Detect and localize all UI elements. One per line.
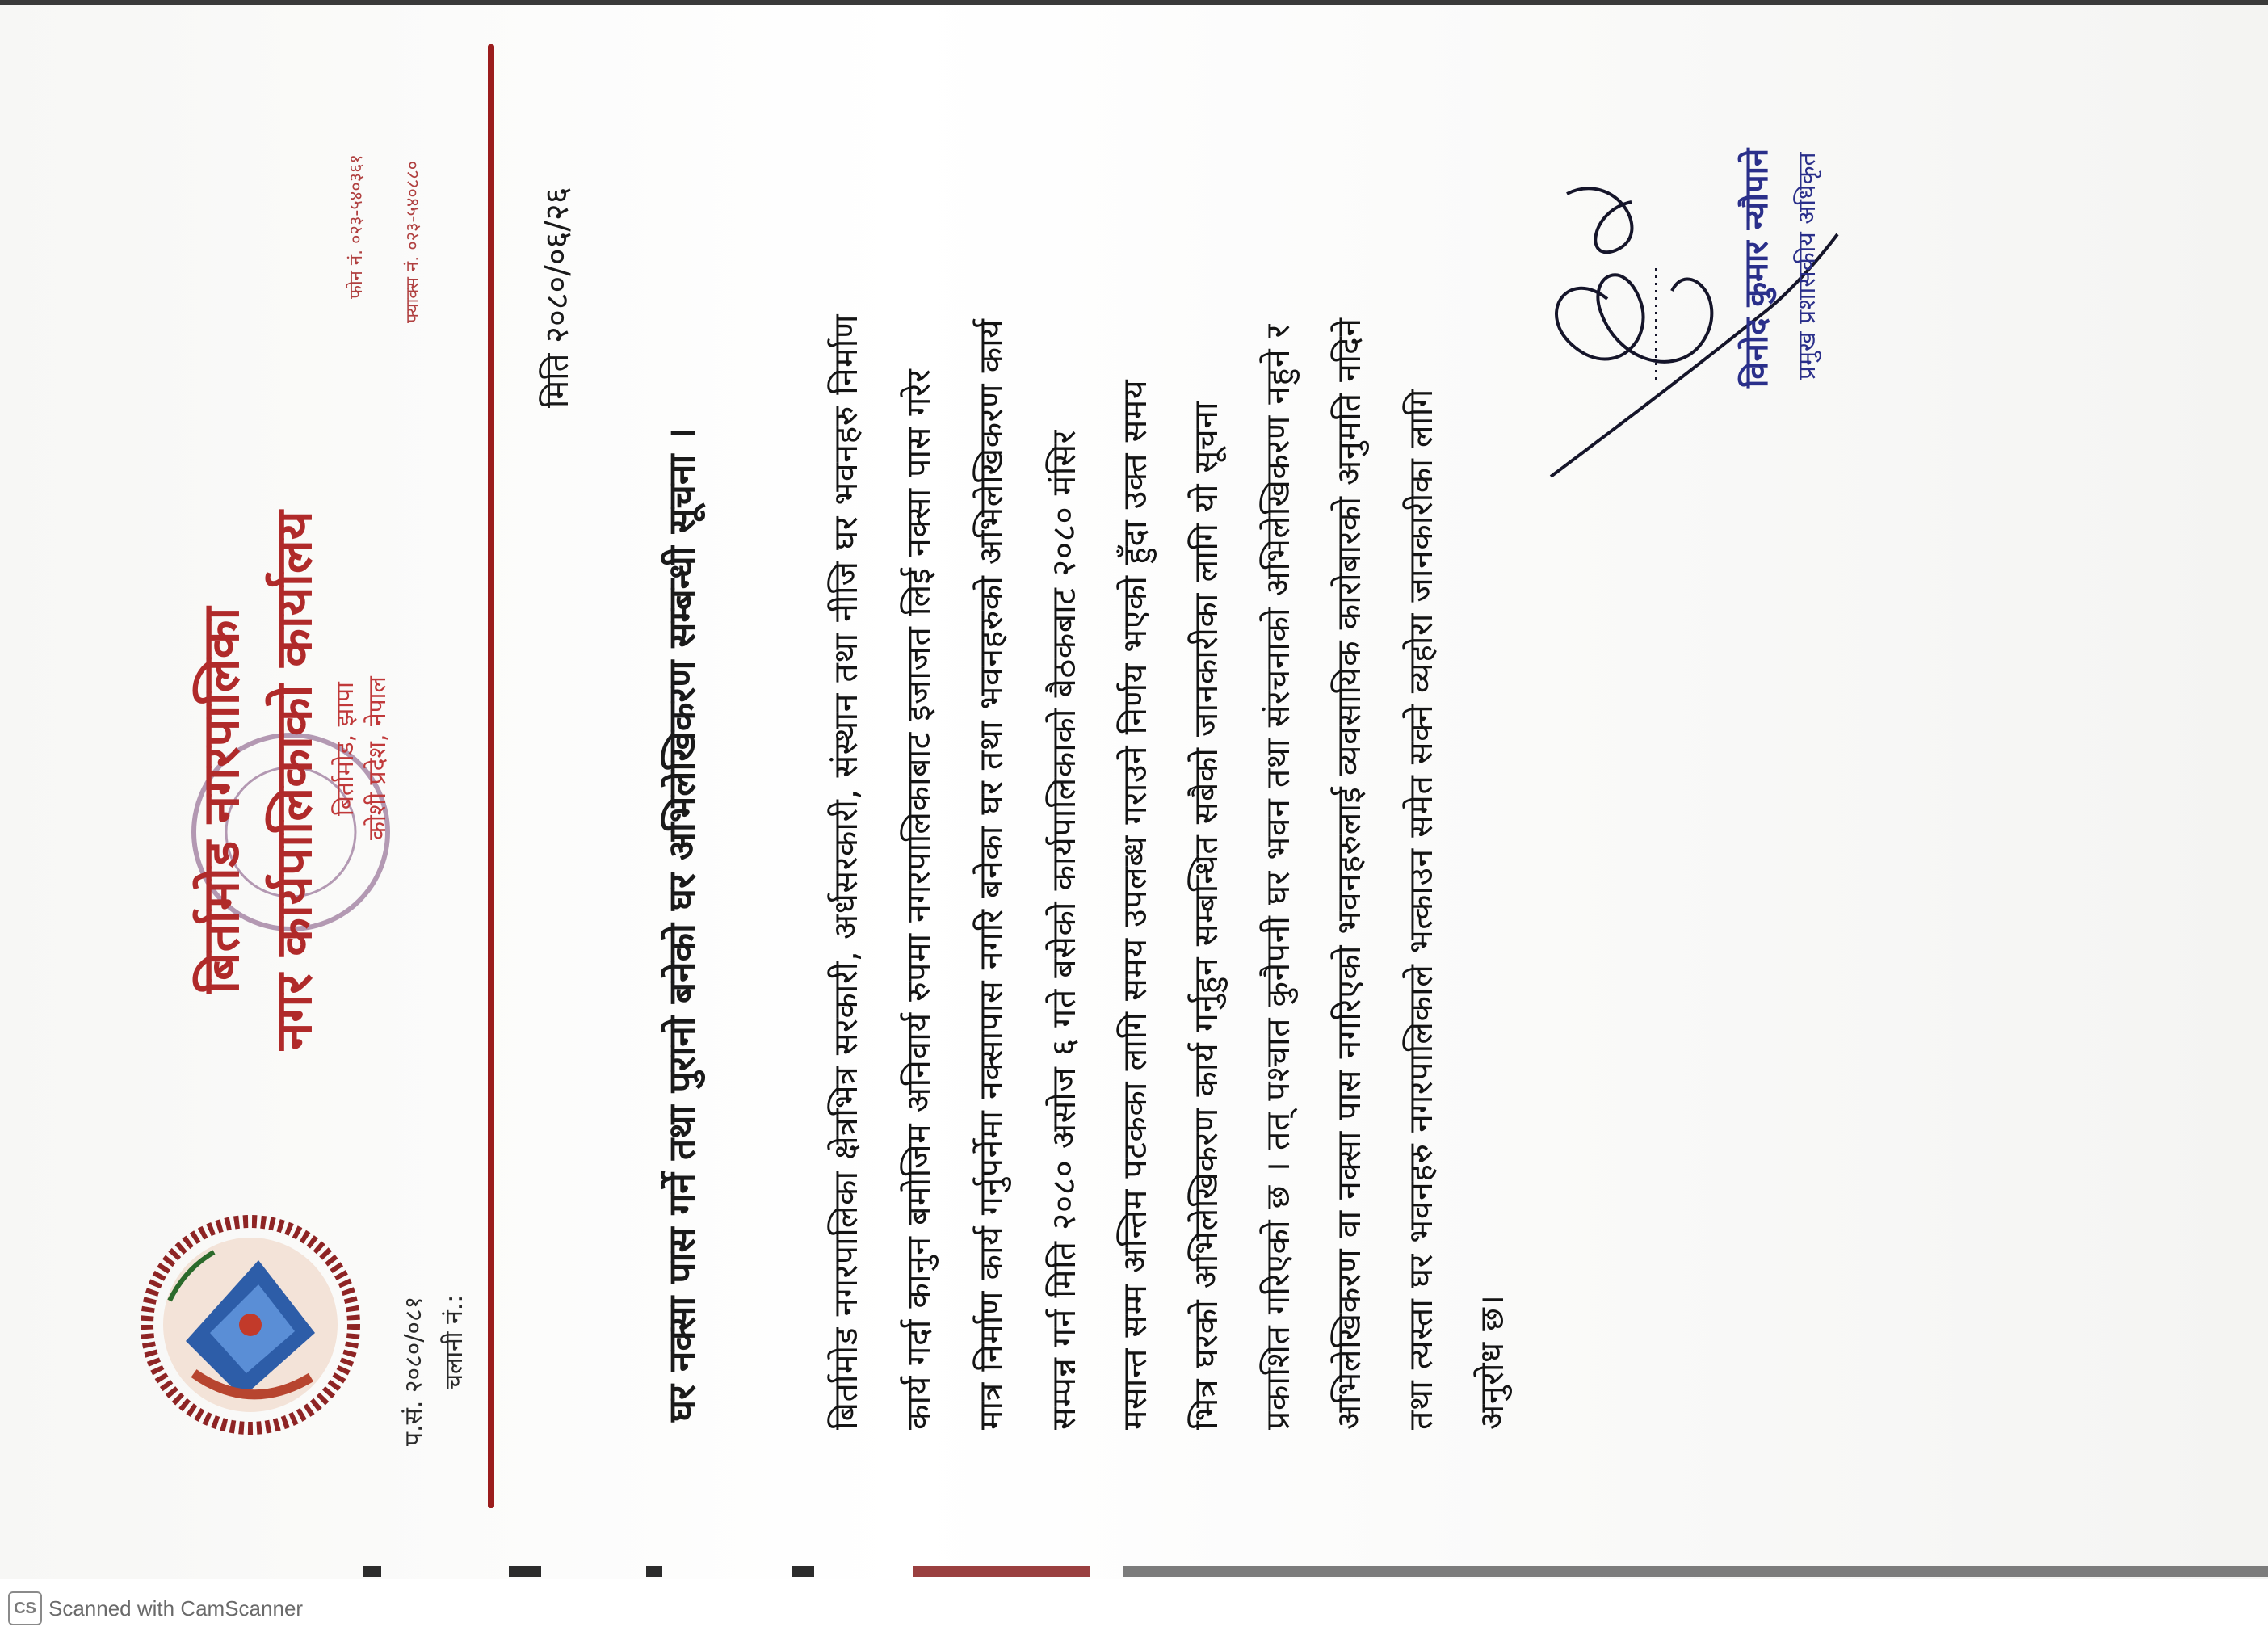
scan-edge-mark <box>363 1566 381 1577</box>
body-line: सम्पन्न गर्न मिति २०८० असोज ६ गते बसेको कार्यपालिकाको बैठकबाट २०८० मंसिर <box>1044 430 1083 1430</box>
government-emblem-icon <box>137 1212 363 1438</box>
fax-number: फ्याक्स नं. ०२३-५४०८८० <box>403 160 423 323</box>
letter-date: मिति २०८०/०६/२६ <box>539 187 576 408</box>
office-name: नगर कार्यपालिकाको कार्यालय <box>264 511 323 1050</box>
camscanner-logo-icon: CS <box>8 1591 42 1625</box>
body-line: बिर्तामोड नगरपालिका क्षेत्रभित्र सरकारी, अर्धसरकारी, संस्थान तथा नीजि घर भवनहरु निर्माण <box>826 314 865 1430</box>
address-line-2: कोशी प्रदेश, नेपाल <box>363 676 392 840</box>
scan-edge-mark <box>509 1566 541 1577</box>
notice-subject: घर नक्सा पास गर्ने तथा पुरानो बनेको घर अभिलेखिकरण सम्बन्धी सूचना । <box>660 427 704 1422</box>
body-line: मसान्त सम्म अन्तिम पटकका लागि समय उपलब्ध गराउने निर्णय भएको हुँदा उक्त समय <box>1115 379 1154 1430</box>
signatory-name: विनोद कुमार न्यौपाने <box>1738 148 1775 388</box>
address-line-1: बिर्तामोड, झापा <box>331 682 359 816</box>
body-line: मात्र निर्माण कार्य गर्नुपर्नेमा नक्सापास नगरि बनेका घर तथा भवनहरुको अभिलेखिकरण कार्य <box>972 318 1010 1430</box>
scanner-footer <box>0 1579 2268 1631</box>
page-top-edge <box>0 0 2268 5</box>
scan-edge-mark <box>913 1566 1090 1577</box>
scan-edge-mark <box>1123 1566 2268 1577</box>
municipality-name: बिर्तामोड नगरपालिका <box>191 607 250 994</box>
header-divider <box>488 44 494 1508</box>
scan-edge-mark <box>646 1566 662 1577</box>
body-line: अभिलेखिकरण वा नक्सा पास नगरिएको भवनहरुलाई व्यवसायिक कारोबारको अनुमति नदिने <box>1329 317 1368 1430</box>
body-line: अनुरोध छ। <box>1472 1294 1511 1430</box>
signatory-title: प्रमुख प्रशासकीय अधिकृत <box>1793 152 1821 380</box>
letter-number: प.सं. २०८०/०८१ <box>400 1296 428 1446</box>
body-line: तथा त्यस्ता घर भवनहरु नगरपालिकाले भत्काउन समेत सक्ने व्यहोरा जानकारीका लागि <box>1401 389 1440 1430</box>
body-line: प्रकाशित गरिएको छ । तत् पश्चात कुनैपनी घर भवन तथा संरचनाको अभिलेखिकरण नहुने र <box>1258 324 1297 1430</box>
phone-number: फोन नं. ०२३-५४०३६१ <box>346 154 367 299</box>
dispatch-number: चलानी नं.: <box>440 1294 468 1389</box>
body-line: कार्य गर्दा कानुन बमोजिम अनिवार्य रुपमा नगरपालिकाबाट इजाजत लिई नक्सा पास गरेर <box>899 368 938 1430</box>
scan-edge-mark <box>792 1566 814 1577</box>
body-line: भित्र घरको अभिलेखिकरण कार्य गर्नुहुन सम्बन्धित सबैको जानकारीका लागि यो सूचना <box>1186 401 1225 1430</box>
camscanner-label: Scanned with CamScanner <box>48 1595 304 1620</box>
camscanner-watermark <box>8 1591 303 1625</box>
